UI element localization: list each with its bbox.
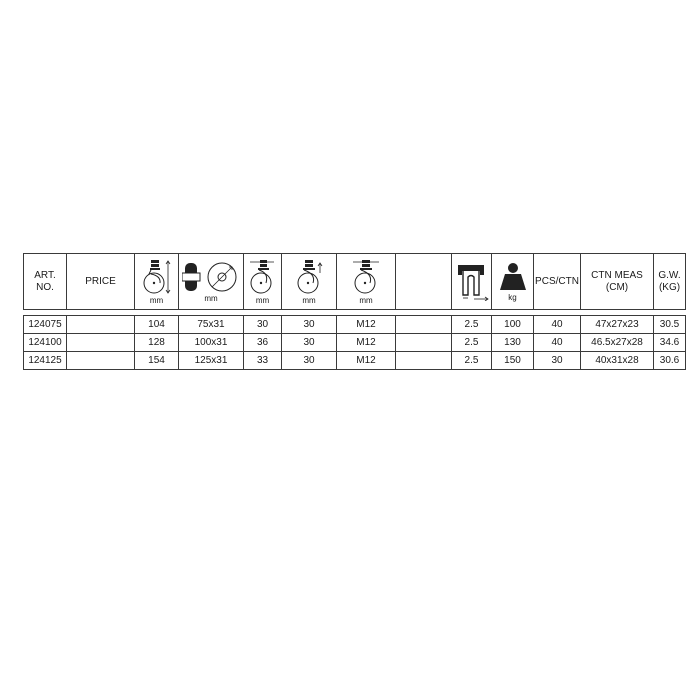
- pcs-cell: 30: [534, 352, 581, 370]
- table-row: [24, 352, 686, 370]
- col-art-no: [24, 254, 67, 310]
- price-label: PRICE: [85, 276, 116, 287]
- meas-cell: 47x27x23: [581, 316, 654, 334]
- spec-sheet: [23, 253, 685, 370]
- col-ctn-meas: [581, 254, 654, 310]
- offset-unit: mm: [255, 295, 270, 305]
- price-cell: [67, 352, 135, 370]
- col-pcs-ctn: [534, 254, 581, 310]
- thread-cell: M12: [337, 352, 396, 370]
- load-cell: 130: [492, 334, 534, 352]
- offset-cell: 36: [244, 334, 282, 352]
- thread-unit: mm: [359, 295, 373, 305]
- swivel-cell: 30: [282, 334, 337, 352]
- plate-cell: 2.5: [452, 352, 492, 370]
- wheel-size-icon: [182, 261, 240, 293]
- meas-cell: 46.5x27x28: [581, 334, 654, 352]
- col-plate: [452, 254, 492, 310]
- art-no-label: ART. NO.: [34, 269, 56, 293]
- table-row: [24, 334, 686, 352]
- swivel-radius-icon: [294, 259, 324, 295]
- price-cell: [67, 334, 135, 352]
- offset-cell: 33: [244, 352, 282, 370]
- art-cell: 124100: [24, 334, 67, 352]
- thread-stem-icon: [351, 259, 381, 295]
- blank-cell: [396, 316, 452, 334]
- pcs-ctn-label: PCS/CTN: [535, 276, 579, 287]
- height-cell: 128: [135, 334, 179, 352]
- table-header: [24, 254, 686, 310]
- wheel-cell: 125x31: [179, 352, 244, 370]
- thread-cell: M12: [337, 316, 396, 334]
- fork-thickness-icon: [454, 263, 490, 301]
- height-cell: 154: [135, 352, 179, 370]
- gw-cell: 34.6: [654, 334, 686, 352]
- art-cell: 124125: [24, 352, 67, 370]
- plate-cell: 2.5: [452, 334, 492, 352]
- load-unit: kg: [508, 292, 517, 302]
- price-cell: [67, 316, 135, 334]
- gw-label: G.W. (KG): [658, 269, 681, 293]
- load-cell: 100: [492, 316, 534, 334]
- col-load: [492, 254, 534, 310]
- col-height: [135, 254, 179, 310]
- gw-cell: 30.6: [654, 352, 686, 370]
- meas-cell: 40x31x28: [581, 352, 654, 370]
- col-wheel-size: [179, 254, 244, 310]
- thread-cell: M12: [337, 334, 396, 352]
- blank-cell: [396, 352, 452, 370]
- swivel-unit: mm: [302, 295, 316, 305]
- caster-offset-icon: [248, 259, 278, 295]
- blank-cell: [396, 334, 452, 352]
- wheel-unit: mm: [204, 293, 218, 303]
- col-blank: [396, 254, 452, 310]
- height-cell: 104: [135, 316, 179, 334]
- spec-table: [23, 253, 686, 370]
- height-unit: mm: [149, 295, 164, 305]
- col-swivel: [282, 254, 337, 310]
- col-offset: [244, 254, 282, 310]
- wheel-cell: 75x31: [179, 316, 244, 334]
- load-cell: 150: [492, 352, 534, 370]
- pcs-cell: 40: [534, 334, 581, 352]
- table-row: [24, 316, 686, 334]
- col-price: [67, 254, 135, 310]
- art-cell: 124075: [24, 316, 67, 334]
- offset-cell: 30: [244, 316, 282, 334]
- pcs-cell: 40: [534, 316, 581, 334]
- swivel-cell: 30: [282, 352, 337, 370]
- swivel-cell: 30: [282, 316, 337, 334]
- col-gw: [654, 254, 686, 310]
- gw-cell: 30.5: [654, 316, 686, 334]
- ctn-meas-label: CTN MEAS (CM): [591, 269, 643, 293]
- load-capacity-icon: [499, 262, 527, 292]
- wheel-cell: 100x31: [179, 334, 244, 352]
- plate-cell: 2.5: [452, 316, 492, 334]
- col-thread: [337, 254, 396, 310]
- caster-height-icon: [142, 259, 172, 295]
